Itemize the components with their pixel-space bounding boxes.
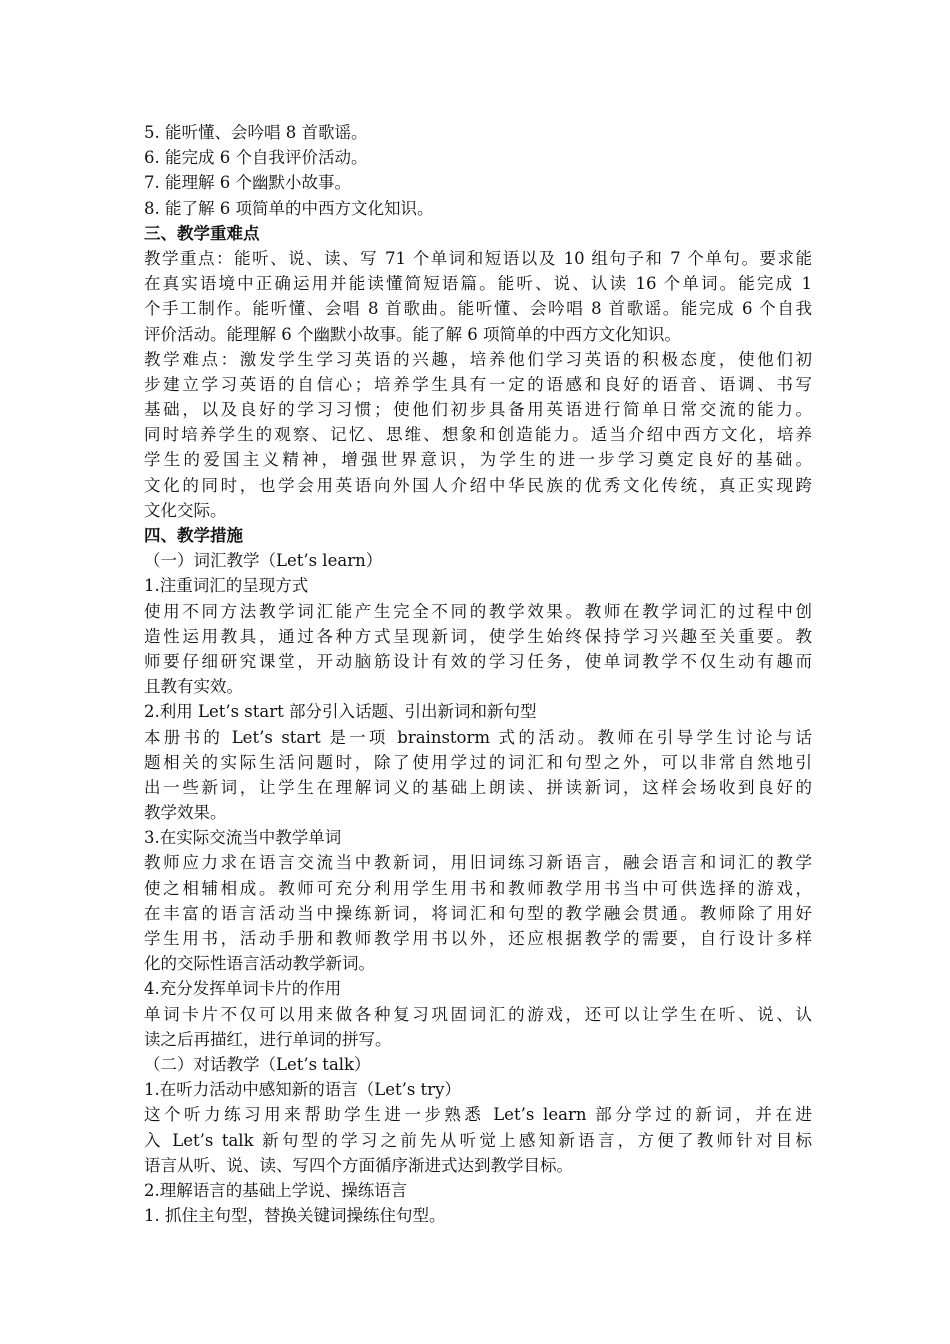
text-line: 评价活动。能理解 6 个幽默小故事。能了解 6 项简单的中西方文化知识。 xyxy=(144,324,681,344)
document-page xyxy=(144,120,812,1228)
text-line: 1. 抓住主句型，替换关键词操练住句型。 xyxy=(144,1206,446,1226)
text-line: 读之后再描红，进行单词的拼写。 xyxy=(144,1029,392,1049)
paragraph-line: 入 Let’s talk 新句型的学习之前先从听觉上感知新语言，方便了教师针对目标 xyxy=(144,1130,812,1150)
paragraph-line: 同时培养学生的观察、记忆、思维、想象和创造能力。适当介绍中西方文化，培养 xyxy=(144,425,812,445)
text-line: 3.在实际交流当中教学单词 xyxy=(144,828,342,848)
paragraph-line: 学生的爱国主义精神，增强世界意识，为学生的进一步学习奠定良好的基础。 xyxy=(144,450,812,470)
text-line: 8. 能了解 6 项简单的中西方文化知识。 xyxy=(144,198,434,218)
text-line: 且教有实效。 xyxy=(144,677,243,697)
text-line: 文化交际。 xyxy=(144,500,227,520)
paragraph-line: 造性运用教具，通过各种方式呈现新词，使学生始终保持学习兴趣至关重要。教 xyxy=(144,626,812,646)
text-line: 2.利用 Let’s start 部分引入话题、引出新词和新句型 xyxy=(144,702,537,722)
paragraph-line: 师要仔细研究课堂，开动脑筋设计有效的学习任务，使单词教学不仅生动有趣而 xyxy=(144,651,812,671)
paragraph-line: 教学重点：能听、说、读、写 71 个单词和短语以及 10 组句子和 7 个单句。要求能 xyxy=(144,248,812,268)
text-line: （二）对话教学（Let’s talk） xyxy=(144,1054,371,1074)
text-line: 6. 能完成 6 个自我评价活动。 xyxy=(144,148,368,168)
text-line: 化的交际性语言活动教学新词。 xyxy=(144,954,375,974)
paragraph-line: 基础，以及良好的学习习惯；使他们初步具备用英语进行简单日常交流的能力。 xyxy=(144,400,812,420)
paragraph-line: 在丰富的语言活动当中操练新词，将词汇和句型的教学融会贯通。教师除了用好 xyxy=(144,903,812,923)
paragraph-line: 教学难点：激发学生学习英语的兴趣，培养他们学习英语的积极态度，使他们初 xyxy=(144,349,812,369)
text-line: 1.在听力活动中感知新的语言（Let’s try） xyxy=(144,1080,461,1100)
paragraph-line: 这个听力练习用来帮助学生进一步熟悉 Let’s learn 部分学过的新词，并在进 xyxy=(144,1105,812,1125)
text-line: 1.注重词汇的呈现方式 xyxy=(144,576,309,596)
paragraph-line: 文化的同时，也学会用英语向外国人介绍中华民族的优秀文化传统，真正实现跨 xyxy=(144,475,812,495)
paragraph-line: 使用不同方法教学词汇能产生完全不同的教学效果。教师在教学词汇的过程中创 xyxy=(144,601,812,621)
paragraph-line: 教师应力求在语言交流当中教新词，用旧词练习新语言，融会语言和词汇的教学 xyxy=(144,853,812,873)
paragraph-line: 学生用书，活动手册和教师教学用书以外，还应根据教学的需要，自行设计多样 xyxy=(144,929,812,948)
paragraph-line: 在真实语境中正确运用并能读懂简短语篇。能听、说、认读 16 个单词。能完成 1 xyxy=(144,274,812,294)
text-line: 语言从听、说、读、写四个方面循序渐进式达到教学目标。 xyxy=(144,1155,573,1175)
paragraph-line: 步建立学习英语的自信心；培养学生具有一定的语感和良好的语音、语调、书写 xyxy=(144,374,812,394)
text-line: （一）词汇教学（Let’s learn） xyxy=(144,551,383,571)
section-heading: 三、教学重难点 xyxy=(144,223,260,243)
paragraph-line: 使之相辅相成。教师可充分利用学生用书和教师教学用书当中可供选择的游戏， xyxy=(144,878,812,898)
paragraph-line: 本册书的 Let’s start 是一项 brainstorm 式的活动。教师在引导学生讨论与话 xyxy=(144,727,812,747)
text-line: 5. 能听懂、会吟唱 8 首歌谣。 xyxy=(144,123,368,142)
paragraph-line: 单词卡片不仅可以用来做各种复习巩固词汇的游戏，还可以让学生在听、说、认 xyxy=(144,1004,812,1024)
paragraph-line: 题相关的实际生活问题时，除了使用学过的词汇和句型之外，可以非常自然地引 xyxy=(144,752,812,772)
text-line: 2.理解语言的基础上学说、操练语言 xyxy=(144,1180,408,1200)
paragraph-line: 个手工制作。能听懂、会唱 8 首歌曲。能听懂、会吟唱 8 首歌谣。能完成 6 个自我 xyxy=(144,299,812,319)
section-heading: 四、教学措施 xyxy=(144,526,243,545)
text-line: 教学效果。 xyxy=(144,803,227,823)
text-line: 7. 能理解 6 个幽默小故事。 xyxy=(144,173,351,193)
paragraph-line: 出一些新词，让学生在理解词义的基础上朗读、拼读新词，这样会场收到良好的 xyxy=(144,777,812,797)
text-line: 4.充分发挥单词卡片的作用 xyxy=(144,979,342,999)
